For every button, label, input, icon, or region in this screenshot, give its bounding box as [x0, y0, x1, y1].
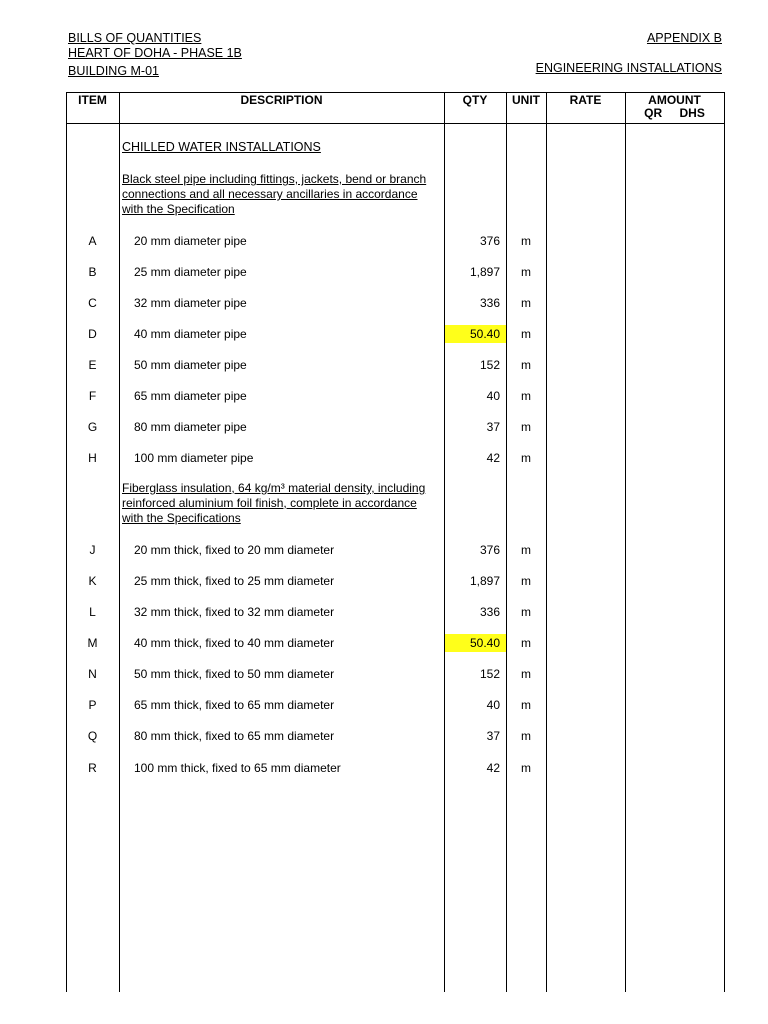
column-header-amount — [625, 94, 724, 120]
item-code: J — [89, 543, 96, 557]
item-unit: m — [521, 698, 531, 712]
table-row — [66, 325, 725, 343]
item-quantity: 1,897 — [469, 265, 500, 279]
item-code: L — [89, 605, 96, 619]
item-unit: m — [521, 574, 531, 588]
item-unit: m — [521, 636, 531, 650]
item-code: P — [88, 698, 97, 712]
item-description: 50 mm diameter pipe — [134, 358, 247, 372]
item-quantity: 42 — [486, 761, 500, 775]
table-row — [66, 449, 725, 467]
item-description: 100 mm diameter pipe — [134, 451, 254, 465]
item-unit: m — [521, 667, 531, 681]
item-unit: m — [521, 296, 531, 310]
item-quantity: 37 — [486, 729, 500, 743]
header-divider — [66, 123, 725, 124]
item-quantity: 376 — [479, 234, 500, 248]
item-description: 80 mm thick, fixed to 65 mm diameter — [134, 729, 335, 743]
table-border-top — [66, 92, 725, 93]
item-unit: m — [521, 451, 531, 465]
table-row — [66, 634, 725, 652]
table-row — [66, 541, 725, 559]
item-description: 40 mm thick, fixed to 40 mm diameter — [134, 636, 335, 650]
table-row — [66, 759, 725, 777]
column-header-rate: RATE — [569, 93, 602, 107]
table-row — [66, 263, 725, 281]
item-quantity: 50.40 — [445, 325, 506, 343]
item-description: 25 mm thick, fixed to 25 mm diameter — [134, 574, 335, 588]
table-row — [66, 572, 725, 590]
table-row — [66, 665, 725, 683]
amount-label: AMOUNT — [648, 93, 701, 107]
column-header-qty: QTY — [462, 93, 488, 107]
item-code: A — [88, 234, 97, 248]
item-code: M — [87, 636, 98, 650]
item-code: Q — [87, 729, 98, 743]
appendix-label: APPENDIX B — [646, 31, 722, 45]
item-unit: m — [521, 729, 531, 743]
item-description: 20 mm thick, fixed to 20 mm diameter — [134, 543, 335, 557]
item-unit: m — [521, 605, 531, 619]
item-quantity: 336 — [479, 605, 500, 619]
table-row — [66, 696, 725, 714]
item-description: 32 mm diameter pipe — [134, 296, 247, 310]
item-description: 65 mm thick, fixed to 65 mm diameter — [134, 698, 335, 712]
item-code: C — [88, 296, 97, 310]
item-code: D — [88, 327, 97, 341]
table-row — [66, 418, 725, 436]
item-description: 100 mm thick, fixed to 65 mm diameter — [134, 761, 341, 775]
item-quantity: 40 — [486, 389, 500, 403]
item-unit: m — [521, 389, 531, 403]
pipe-specification: Black steel pipe including fittings, jackets, bend or branch connections and all necessary ancillaries in accordance with the Specification — [122, 172, 427, 216]
table-row — [66, 603, 725, 621]
item-description: 20 mm diameter pipe — [134, 234, 247, 248]
item-description: 32 mm thick, fixed to 32 mm diameter — [134, 605, 335, 619]
item-quantity: 152 — [479, 358, 500, 372]
item-code: F — [88, 389, 97, 403]
item-code: H — [88, 451, 97, 465]
item-description: 25 mm diameter pipe — [134, 265, 247, 279]
item-quantity: 50.40 — [445, 634, 506, 652]
table-row — [66, 232, 725, 250]
item-unit: m — [521, 265, 531, 279]
item-unit: m — [521, 234, 531, 248]
item-unit: m — [521, 420, 531, 434]
item-code: E — [88, 358, 97, 372]
table-row — [66, 294, 725, 312]
item-code: N — [88, 667, 97, 681]
item-quantity: 152 — [479, 667, 500, 681]
item-unit: m — [521, 358, 531, 372]
item-code: B — [88, 265, 97, 279]
table-row — [66, 727, 725, 745]
section-category: ENGINEERING INSTALLATIONS — [535, 61, 722, 75]
item-code: K — [88, 574, 97, 588]
item-unit: m — [521, 327, 531, 341]
item-quantity: 336 — [479, 296, 500, 310]
project-name: HEART OF DOHA - PHASE 1B — [68, 46, 242, 60]
building-name: BUILDING M-01 — [68, 64, 159, 78]
table-row — [66, 387, 725, 405]
item-quantity: 40 — [486, 698, 500, 712]
insulation-specification: Fiberglass insulation, 64 kg/m³ material density, including reinforced aluminium foil finish, complete in accordance with the Specifications — [122, 481, 426, 525]
item-unit: m — [521, 543, 531, 557]
column-header-description: DESCRIPTION — [240, 93, 323, 107]
column-header-unit: UNIT — [512, 93, 540, 107]
table-row — [66, 356, 725, 374]
section-title: CHILLED WATER INSTALLATIONS — [122, 140, 321, 154]
column-header-item: ITEM — [78, 93, 107, 107]
item-quantity: 376 — [479, 543, 500, 557]
item-unit: m — [521, 761, 531, 775]
item-code: G — [87, 420, 98, 434]
item-quantity: 37 — [486, 420, 500, 434]
item-description: 40 mm diameter pipe — [134, 327, 247, 341]
item-code: R — [88, 761, 97, 775]
item-quantity: 1,897 — [469, 574, 500, 588]
item-description: 80 mm diameter pipe — [134, 420, 247, 434]
doc-title: BILLS OF QUANTITIES — [68, 31, 202, 45]
item-description: 65 mm diameter pipe — [134, 389, 247, 403]
amount-currency-labels: QR DHS — [644, 106, 705, 120]
item-quantity: 42 — [486, 451, 500, 465]
item-description: 50 mm thick, fixed to 50 mm diameter — [134, 667, 335, 681]
